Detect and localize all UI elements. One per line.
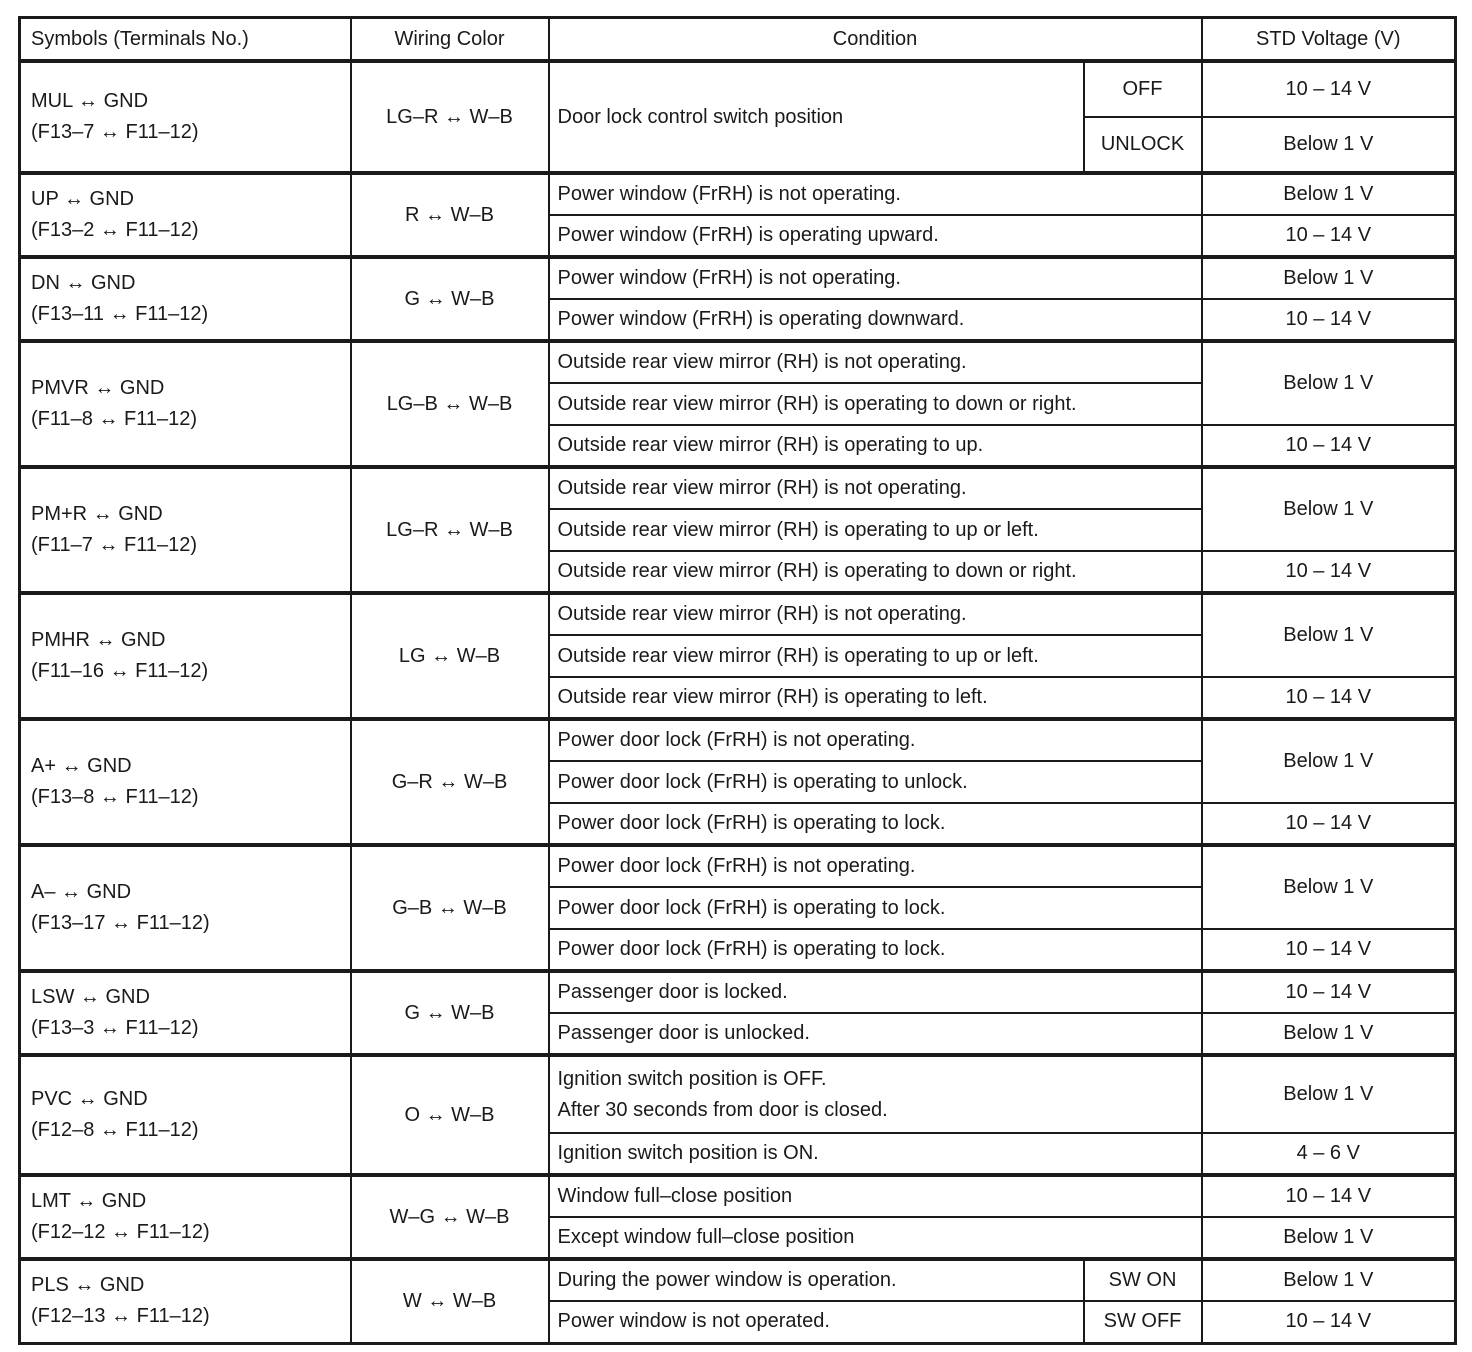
- voltage-cell: Below 1 V: [1202, 257, 1456, 299]
- condition-cell: Outside rear view mirror (RH) is not operating.: [549, 593, 1202, 635]
- symbol-cell: [20, 719, 351, 845]
- condition-cell: Power window (FrRH) is operating upward.: [549, 215, 1202, 257]
- voltage-cell: Below 1 V: [1202, 1055, 1456, 1133]
- header-std-voltage: STD Voltage (V): [1202, 18, 1456, 62]
- terminal-numbers: (F12–13 ↔ F11–12): [31, 1305, 210, 1328]
- table-row: [20, 467, 1456, 509]
- wiring-color-cell: W–G ↔ W–B: [351, 1175, 549, 1259]
- symbol-name: UP ↔ GND: [31, 188, 134, 210]
- table-row: [20, 1259, 1456, 1301]
- condition-cell: Power door lock (FrRH) is operating to lock.: [549, 929, 1202, 971]
- voltage-cell: 10 – 14 V: [1202, 425, 1456, 467]
- wiring-color-cell: G–R ↔ W–B: [351, 719, 549, 845]
- wiring-color-cell: W ↔ W–B: [351, 1259, 549, 1343]
- table-row: [20, 1055, 1456, 1133]
- voltage-cell: 10 – 14 V: [1202, 215, 1456, 257]
- terminal-numbers: (F11–7 ↔ F11–12): [31, 534, 198, 556]
- condition-cell: Power door lock (FrRH) is operating to lock.: [549, 887, 1202, 929]
- symbol-cell: [20, 341, 351, 467]
- condition-cell: Window full–close position: [549, 1175, 1202, 1217]
- voltage-cell: Below 1 V: [1202, 593, 1456, 677]
- condition-cell: During the power window is operation.: [549, 1259, 1084, 1301]
- voltage-cell: Below 1 V: [1202, 1259, 1456, 1301]
- condition-cell: Power door lock (FrRH) is not operating.: [549, 845, 1202, 887]
- symbol-cell: [20, 1175, 351, 1259]
- wiring-color-cell: G ↔ W–B: [351, 257, 549, 341]
- table-row: [20, 593, 1456, 635]
- symbol-name: LMT ↔ GND: [31, 1190, 147, 1212]
- condition-cell: Passenger door is locked.: [549, 971, 1202, 1013]
- condition-cell: Power window (FrRH) is not operating.: [549, 257, 1202, 299]
- switch-position-cell: OFF: [1084, 61, 1202, 117]
- table-row: [20, 173, 1456, 215]
- symbol-cell: [20, 1259, 351, 1343]
- table-row: [20, 1175, 1456, 1217]
- terminal-voltage-table: [18, 16, 1457, 1345]
- wiring-color-cell: O ↔ W–B: [351, 1055, 549, 1175]
- voltage-cell: Below 1 V: [1202, 467, 1456, 551]
- table-row: [20, 719, 1456, 761]
- header-row: [20, 18, 1456, 62]
- terminal-numbers: (F12–8 ↔ F11–12): [31, 1119, 199, 1141]
- voltage-cell: 10 – 14 V: [1202, 803, 1456, 845]
- symbol-name: A+ ↔ GND: [31, 755, 132, 777]
- voltage-cell: Below 1 V: [1202, 845, 1456, 929]
- table-row: [20, 845, 1456, 887]
- table-row: [20, 971, 1456, 1013]
- symbol-name: PMHR ↔ GND: [31, 629, 166, 651]
- condition-cell: Outside rear view mirror (RH) is operating to up or left.: [549, 635, 1202, 677]
- terminal-numbers: (F13–11 ↔ F11–12): [31, 303, 209, 325]
- condition-cell: Passenger door is unlocked.: [549, 1013, 1202, 1055]
- condition-cell: Door lock control switch position: [549, 61, 1084, 173]
- voltage-cell: 10 – 14 V: [1202, 929, 1456, 971]
- table-row: [20, 257, 1456, 299]
- symbol-cell: [20, 467, 351, 593]
- voltage-cell: 10 – 14 V: [1202, 1301, 1456, 1343]
- terminal-numbers: (F13–2 ↔ F11–12): [31, 219, 199, 241]
- voltage-cell: Below 1 V: [1202, 719, 1456, 803]
- condition-cell: Outside rear view mirror (RH) is operating to left.: [549, 677, 1202, 719]
- voltage-cell: 10 – 14 V: [1202, 677, 1456, 719]
- condition-cell: Outside rear view mirror (RH) is operating to up.: [549, 425, 1202, 467]
- symbol-cell: [20, 845, 351, 971]
- wiring-color-cell: LG–R ↔ W–B: [351, 467, 549, 593]
- header-wiring-color: Wiring Color: [351, 18, 549, 62]
- voltage-cell: 10 – 14 V: [1202, 1175, 1456, 1217]
- symbol-cell: [20, 971, 351, 1055]
- symbol-name: DN ↔ GND: [31, 272, 136, 294]
- condition-cell: Outside rear view mirror (RH) is not operating.: [549, 341, 1202, 383]
- switch-position-cell: SW ON: [1084, 1259, 1202, 1301]
- symbol-cell: [20, 257, 351, 341]
- condition-cell: Outside rear view mirror (RH) is not operating.: [549, 467, 1202, 509]
- condition-cell: Outside rear view mirror (RH) is operating to up or left.: [549, 509, 1202, 551]
- terminal-numbers: (F12–12 ↔ F11–12): [31, 1221, 210, 1243]
- voltage-cell: Below 1 V: [1202, 117, 1456, 173]
- condition-cell: Power window (FrRH) is operating downward.: [549, 299, 1202, 341]
- symbol-name: LSW ↔ GND: [31, 986, 150, 1008]
- condition-cell: Power window (FrRH) is not operating.: [549, 173, 1202, 215]
- condition-line: Ignition switch position is OFF.: [557, 1067, 827, 1090]
- condition-cell: Power door lock (FrRH) is operating to lock.: [549, 803, 1202, 845]
- switch-position-cell: UNLOCK: [1084, 117, 1202, 173]
- switch-position-cell: SW OFF: [1084, 1301, 1202, 1343]
- terminal-numbers: (F13–7 ↔ F11–12): [31, 121, 199, 143]
- voltage-cell: 10 – 14 V: [1202, 299, 1456, 341]
- symbol-cell: [20, 61, 351, 173]
- condition-cell: Ignition switch position is ON.: [549, 1133, 1202, 1175]
- symbol-name: PVC ↔ GND: [31, 1088, 148, 1110]
- wiring-color-cell: LG–R ↔ W–B: [351, 61, 549, 173]
- condition-cell: [549, 1055, 1202, 1133]
- condition-cell: Except window full–close position: [549, 1217, 1202, 1259]
- terminal-numbers: (F13–3 ↔ F11–12): [31, 1017, 199, 1039]
- terminal-numbers: (F13–8 ↔ F11–12): [31, 786, 199, 808]
- symbol-name: PM+R ↔ GND: [31, 503, 163, 525]
- header-symbols: Symbols (Terminals No.): [20, 18, 351, 62]
- wiring-color-cell: R ↔ W–B: [351, 173, 549, 257]
- voltage-cell: Below 1 V: [1202, 1217, 1456, 1259]
- symbol-name: A– ↔ GND: [31, 881, 132, 903]
- condition-cell: Outside rear view mirror (RH) is operating to down or right.: [549, 383, 1202, 425]
- condition-cell: Outside rear view mirror (RH) is operating to down or right.: [549, 551, 1202, 593]
- wiring-color-cell: G ↔ W–B: [351, 971, 549, 1055]
- voltage-cell: Below 1 V: [1202, 173, 1456, 215]
- voltage-cell: 10 – 14 V: [1202, 971, 1456, 1013]
- terminal-numbers: (F11–16 ↔ F11–12): [31, 660, 209, 682]
- symbol-cell: [20, 593, 351, 719]
- terminal-numbers: (F11–8 ↔ F11–12): [31, 408, 198, 430]
- voltage-cell: Below 1 V: [1202, 341, 1456, 425]
- wiring-color-cell: LG–B ↔ W–B: [351, 341, 549, 467]
- condition-line: After 30 seconds from door is closed.: [557, 1098, 888, 1121]
- table-row: [20, 61, 1456, 117]
- wiring-color-cell: LG ↔ W–B: [351, 593, 549, 719]
- symbol-name: PLS ↔ GND: [31, 1274, 145, 1297]
- symbol-name: PMVR ↔ GND: [31, 377, 165, 399]
- symbol-cell: [20, 1055, 351, 1175]
- terminal-numbers: (F13–17 ↔ F11–12): [31, 912, 210, 934]
- voltage-cell: 4 – 6 V: [1202, 1133, 1456, 1175]
- condition-cell: Power window is not operated.: [549, 1301, 1084, 1343]
- table-row: [20, 341, 1456, 383]
- condition-cell: Power door lock (FrRH) is not operating.: [549, 719, 1202, 761]
- symbol-name: MUL ↔ GND: [31, 90, 149, 112]
- symbol-cell: [20, 173, 351, 257]
- voltage-cell: 10 – 14 V: [1202, 551, 1456, 593]
- voltage-cell: 10 – 14 V: [1202, 61, 1456, 117]
- condition-cell: Power door lock (FrRH) is operating to unlock.: [549, 761, 1202, 803]
- voltage-cell: Below 1 V: [1202, 1013, 1456, 1055]
- wiring-color-cell: G–B ↔ W–B: [351, 845, 549, 971]
- header-condition: Condition: [549, 18, 1202, 62]
